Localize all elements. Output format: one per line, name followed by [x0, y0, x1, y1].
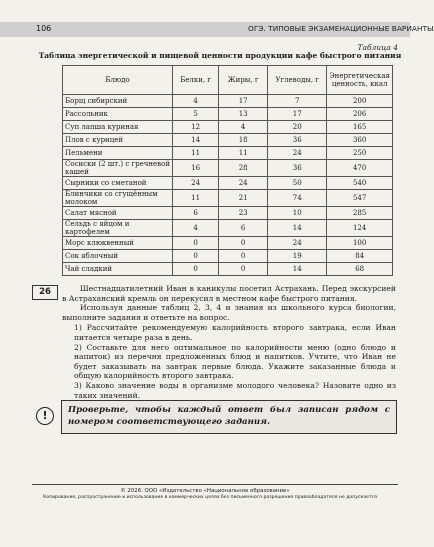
value-cell: 12 — [173, 121, 219, 134]
value-cell: 4 — [173, 95, 219, 108]
value-cell: 0 — [219, 237, 268, 250]
column-header: Энергетическая ценность, ккал — [327, 66, 393, 95]
value-cell: 18 — [219, 134, 268, 147]
table-row — [63, 207, 393, 220]
footer-notice: Копирование, распространение и использование в коммерческих целях без письменного разрешения правообладателя не допускается — [43, 495, 377, 500]
task-items — [62, 323, 396, 400]
footer-copyright: © 2026. ООО «Издательство «Национальное образование» — [120, 488, 290, 494]
table-title: Таблица энергетической и пищевой ценности продукции кафе быстрого питания — [38, 51, 402, 60]
task-item: 3) Каково значение воды в организме молодого человека? Назовите одно из таких значений. — [74, 380, 396, 400]
value-cell: 0 — [219, 263, 268, 276]
value-cell: 84 — [327, 250, 393, 263]
column-header: Белки, г — [173, 66, 219, 95]
table-row — [63, 134, 393, 147]
table-number: Таблица 4 — [357, 43, 398, 52]
value-cell: 28 — [219, 160, 268, 177]
value-cell: 24 — [173, 177, 219, 190]
column-header: Блюдо — [63, 66, 173, 95]
table-row — [63, 237, 393, 250]
table-row — [63, 220, 393, 237]
task-instruction: Используя данные таблиц 2, 3, 4 и знания из школьного курса биологии, выполните задания и ответьте на вопрос. — [62, 303, 396, 322]
value-cell: 14 — [268, 263, 327, 276]
value-cell: 285 — [327, 207, 393, 220]
value-cell: 360 — [327, 134, 393, 147]
value-cell: 14 — [173, 134, 219, 147]
value-cell: 547 — [327, 190, 393, 207]
value-cell: 13 — [219, 108, 268, 121]
value-cell: 17 — [268, 108, 327, 121]
table-row — [63, 121, 393, 134]
dish-name-cell: Рассольник — [63, 108, 173, 121]
table-row — [63, 147, 393, 160]
value-cell: 36 — [268, 134, 327, 147]
value-cell: 206 — [327, 108, 393, 121]
value-cell: 6 — [219, 220, 268, 237]
value-cell: 24 — [268, 237, 327, 250]
dish-name-cell: Пельмени — [63, 147, 173, 160]
value-cell: 0 — [173, 237, 219, 250]
value-cell: 74 — [268, 190, 327, 207]
value-cell: 124 — [327, 220, 393, 237]
value-cell: 19 — [268, 250, 327, 263]
table-row — [63, 190, 393, 207]
value-cell: 0 — [173, 263, 219, 276]
dish-name-cell: Плов с курицей — [63, 134, 173, 147]
dish-name-cell: Сосиски (2 шт.) с гречневой кашей — [63, 160, 173, 177]
task-text — [62, 284, 396, 400]
value-cell: 68 — [327, 263, 393, 276]
value-cell: 0 — [219, 250, 268, 263]
page-number: 106 — [36, 24, 52, 33]
table-row — [63, 160, 393, 177]
value-cell: 21 — [219, 190, 268, 207]
value-cell: 250 — [327, 147, 393, 160]
exclamation-icon: ! — [36, 407, 54, 425]
table-row — [63, 177, 393, 190]
value-cell: 50 — [268, 177, 327, 190]
value-cell: 23 — [219, 207, 268, 220]
value-cell: 11 — [173, 190, 219, 207]
footer-divider — [32, 484, 398, 485]
warning-note: Проверьте, чтобы каждый ответ был записан рядом с номером соответствующего задания. — [61, 400, 397, 434]
value-cell: 24 — [219, 177, 268, 190]
table-row — [63, 108, 393, 121]
value-cell: 165 — [327, 121, 393, 134]
table-row — [63, 263, 393, 276]
dish-name-cell: Блинчики со сгущённым молоком — [63, 190, 173, 207]
dish-name-cell: Сельдь с яйцом и картофелем — [63, 220, 173, 237]
value-cell: 540 — [327, 177, 393, 190]
value-cell: 7 — [268, 95, 327, 108]
value-cell: 6 — [173, 207, 219, 220]
task-number-box: 26 — [32, 285, 58, 300]
value-cell: 10 — [268, 207, 327, 220]
dish-name-cell: Сырники со сметаной — [63, 177, 173, 190]
dish-name-cell: Сок яблочный — [63, 250, 173, 263]
table-header-row — [63, 66, 393, 95]
value-cell: 16 — [173, 160, 219, 177]
value-cell: 14 — [268, 220, 327, 237]
column-header: Жиры, г — [219, 66, 268, 95]
value-cell: 11 — [173, 147, 219, 160]
header-title: ОГЭ. ТИПОВЫЕ ЭКЗАМЕНАЦИОННЫЕ ВАРИАНТЫ — [248, 24, 434, 33]
task-intro: Шестнадцатилетний Иван в каникулы посетил Астрахань. Перед экскурсией в Астраханский кремль он перекусил в местном кафе быстрого питания. — [62, 284, 396, 303]
dish-name-cell: Морс клюквенный — [63, 237, 173, 250]
value-cell: 470 — [327, 160, 393, 177]
dish-name-cell: Суп лапша куриная — [63, 121, 173, 134]
value-cell: 4 — [219, 121, 268, 134]
dish-name-cell: Борщ сибирский — [63, 95, 173, 108]
value-cell: 17 — [219, 95, 268, 108]
value-cell: 20 — [268, 121, 327, 134]
task-item: 2) Составьте для него оптимальное по калорийности меню (одно блюдо и напиток) из перечня предложенных блюд и напитков. Учтите, что Иван не будет заказывать на завтрак первые блюда. Укажите заказанные блюда и общую калорийность второго завтрака. — [74, 342, 396, 381]
table-row — [63, 250, 393, 263]
dish-name-cell: Чай сладкий — [63, 263, 173, 276]
dish-name-cell: Салат мясной — [63, 207, 173, 220]
value-cell: 5 — [173, 108, 219, 121]
table-row — [63, 95, 393, 108]
value-cell: 100 — [327, 237, 393, 250]
column-header: Углеводы, г — [268, 66, 327, 95]
task-item: 1) Рассчитайте рекомендуемую калорийность второго завтрака, если Иван питается четыре раза в день. — [74, 323, 396, 342]
value-cell: 4 — [173, 220, 219, 237]
value-cell: 24 — [268, 147, 327, 160]
value-cell: 200 — [327, 95, 393, 108]
nutrition-table — [62, 65, 393, 276]
value-cell: 0 — [173, 250, 219, 263]
value-cell: 11 — [219, 147, 268, 160]
value-cell: 36 — [268, 160, 327, 177]
